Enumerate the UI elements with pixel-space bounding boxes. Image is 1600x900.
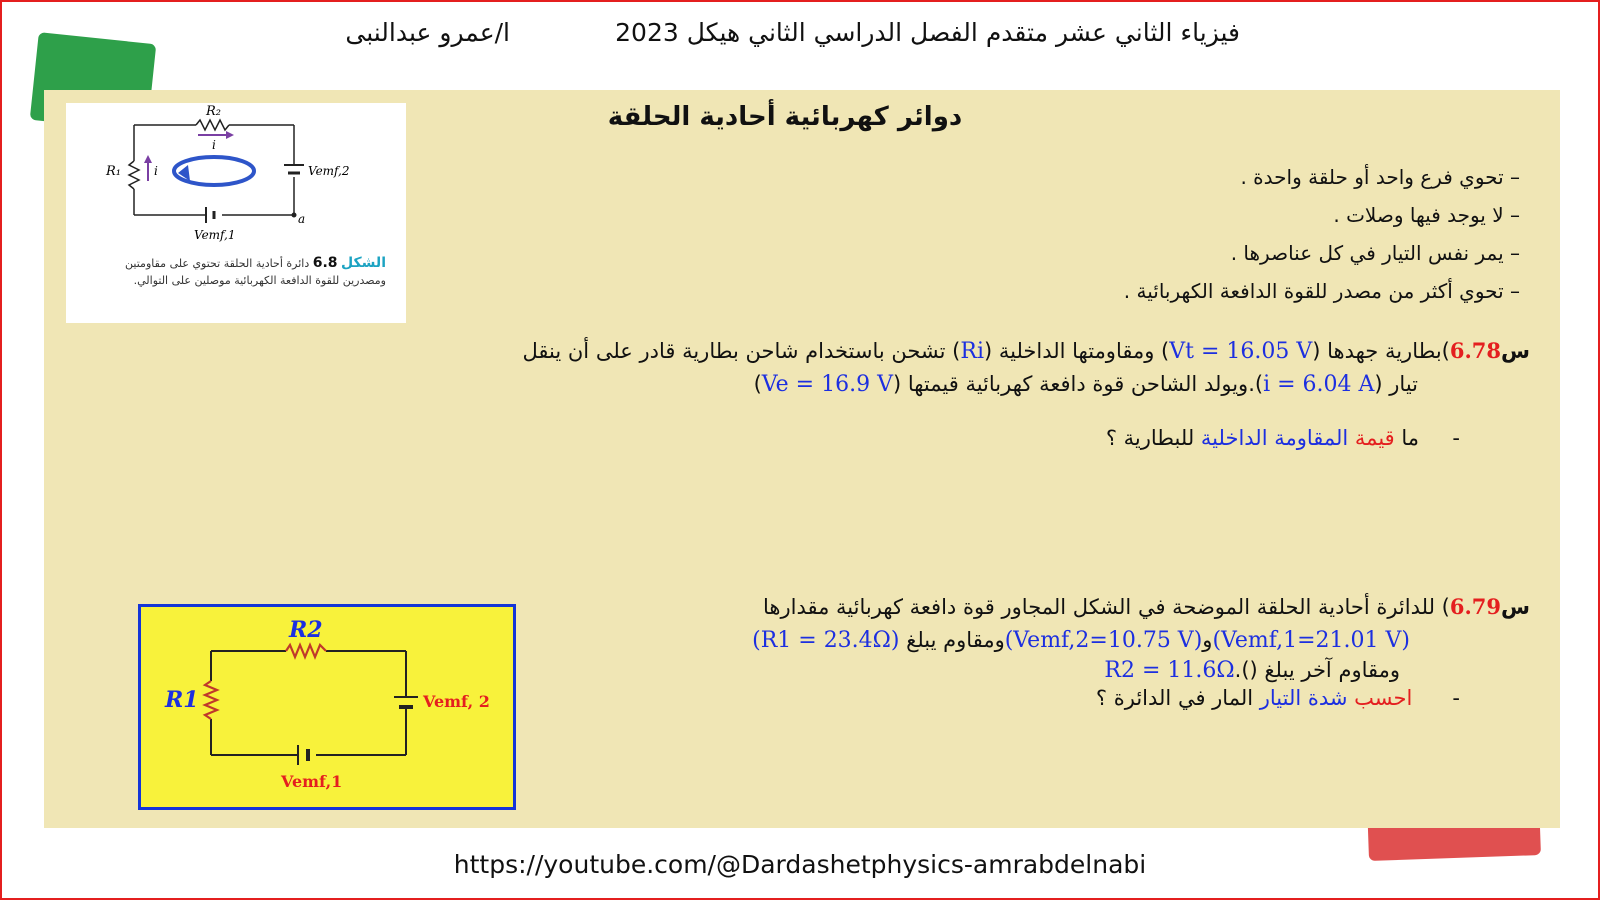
question1-task <box>900 426 1460 450</box>
figure-single-loop-circuit <box>66 103 406 323</box>
label-vemf2: Vemf,2 <box>308 164 350 178</box>
lesson-title: دوائر كهربائية أحادية الحلقة <box>607 102 963 132</box>
bullet-item: – لا يوجد فيها وصلات . <box>1333 203 1520 227</box>
question2-task <box>960 686 1460 710</box>
question2-text: ومقاوم آخر يبلغ (). <box>1234 658 1400 682</box>
label-vemf2: Vemf, 2 <box>423 692 490 711</box>
question2-prefix: س <box>1501 595 1530 619</box>
task-text: للبطارية ؟ <box>1105 426 1195 450</box>
question2-line2 <box>560 628 1410 653</box>
task-keyword-blue: شدة التيار <box>1253 686 1348 710</box>
figure1-caption-number: 6.8 <box>312 255 338 271</box>
question1-prefix: س <box>1501 339 1530 363</box>
question2-vemf1: (Vemf,1=21.01 V) <box>1212 628 1410 653</box>
label-r2: R₂ <box>206 104 221 119</box>
question1-line1 <box>180 338 1530 364</box>
label-r1: R₁ <box>106 164 121 179</box>
question2-text: ومقاوم يبلغ <box>899 628 1005 652</box>
label-r1: R1 <box>165 687 199 713</box>
label-vemf1: Vemf,1 <box>194 228 236 242</box>
question1-ve: Ve = 16.9 V <box>761 372 893 397</box>
question2-vemf2: (Vemf,2=10.75 V) <box>1004 628 1203 653</box>
author-name: ا/عمرو عبدالنبى <box>345 18 510 47</box>
task-dash: - <box>1452 426 1460 450</box>
task-keyword-red: احسب <box>1347 686 1413 710</box>
label-current-side: i <box>154 164 158 178</box>
figure1-caption <box>96 255 386 289</box>
subject-title: فيزياء الثاني عشر متقدم الفصل الدراسي الثاني هيكل 2023 <box>615 18 1240 47</box>
question1-vt: Vt = 16.05 V <box>1169 339 1313 364</box>
task-keyword-blue: المقاومة الداخلية <box>1194 426 1349 450</box>
label-r2: R2 <box>289 617 323 643</box>
question1-text: ) <box>753 372 762 396</box>
question1-text: ) تشحن باستخدام شاحن بطارية قادر على أن ينقل <box>522 339 961 363</box>
label-point-a: a <box>298 212 306 226</box>
figure1-caption-label: الشكل <box>341 255 386 271</box>
question1-line2 <box>400 372 1418 397</box>
task-text: ما <box>1394 426 1420 450</box>
question2-r2: R2 = 11.6Ω <box>1104 658 1235 683</box>
figure-question2-circuit <box>138 604 516 810</box>
task-keyword-red: قيمة <box>1348 426 1395 450</box>
question1-text: )بطارية جهدها ( <box>1312 339 1450 363</box>
question1-text: ).ويولد الشاحن قوة دافعة كهربائية قيمتها ( <box>892 372 1264 396</box>
lesson-bullets <box>760 158 1520 310</box>
task-text: المار في الدائرة ؟ <box>1095 686 1254 710</box>
question2-line3 <box>900 658 1400 683</box>
circuit-diagram-1 <box>66 103 406 323</box>
circuit-diagram-2 <box>141 607 513 807</box>
bullet-item: – تحوي أكثر من مصدر للقوة الدافعة الكهربائية . <box>1123 279 1520 303</box>
label-vemf1: Vemf,1 <box>281 772 343 791</box>
figure1-caption-text: دائرة أحادية الحلقة تحتوي على مقاومتين ومصدرين للقوة الدافعة الكهربائية موصلين على التوالي. <box>125 257 386 287</box>
task-dash: - <box>1452 686 1460 710</box>
question1-current: i = 6.04 A <box>1263 372 1375 397</box>
channel-url[interactable]: https://youtube.com/@Dardashetphysics-amrabdelnabi <box>453 850 1147 879</box>
question2-r1: (R1 = 23.4Ω) <box>752 628 900 653</box>
question1-number: 6.78 <box>1449 338 1502 363</box>
label-current-top: i <box>212 138 216 152</box>
question1-ri: Ri <box>960 339 984 364</box>
question2-number: 6.79 <box>1449 594 1502 619</box>
question2-text: و <box>1202 628 1213 652</box>
question2-line1 <box>510 594 1530 619</box>
question1-text: تيار ( <box>1374 372 1418 396</box>
bullet-item: – يمر نفس التيار في كل عناصرها . <box>1230 241 1520 265</box>
question1-text: ) ومقاومتها الداخلية ( <box>983 339 1170 363</box>
bullet-item: – تحوي فرع واحد أو حلقة واحدة . <box>1240 165 1520 189</box>
question2-text: ) للدائرة أحادية الحلقة الموضحة في الشكل المجاور قوة دافعة كهربائية مقدارها <box>763 595 1450 619</box>
